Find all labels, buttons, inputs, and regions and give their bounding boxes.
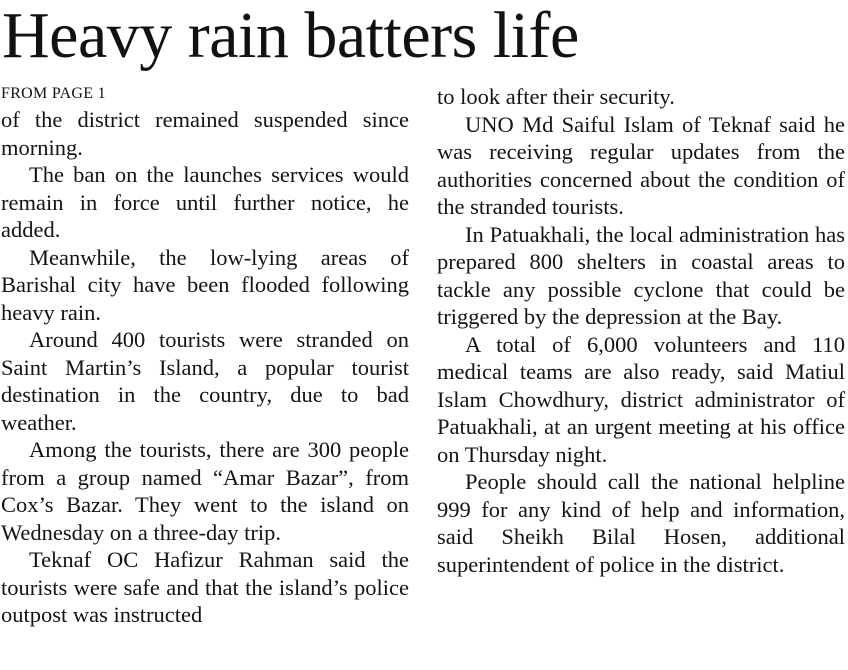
paragraph: Meanwhile, the low-lying areas of Barishal city have been flooded following heavy rain.: [1, 244, 409, 325]
paragraph: Teknaf OC Hafizur Rahman said the tourists were safe and that the island’s police outpost was instructed: [1, 547, 409, 627]
paragraph: In Patuakhali, the local administration has prepared 800 shelters in coastal areas to tackle any possible cyclone that could be triggered by the depression at the Bay.: [437, 221, 845, 329]
headline: Heavy rain batters life: [2, 0, 579, 72]
paragraph: UNO Md Saiful Islam of Teknaf said he was receiving regular updates from the authorities concerned about the condition of the stranded tourists.: [437, 111, 845, 219]
continuation-label: FROM PAGE 1: [1, 85, 106, 102]
paragraph: A total of 6,000 volunteers and 110 medical teams are also ready, said Matiul Islam Chowdhury, district administrator of Patuakhali, at an urgent meeting at his office on Thursday night.: [437, 331, 845, 467]
left-column: [1, 106, 409, 629]
right-column: [437, 83, 845, 578]
paragraph: People should call the national helpline 999 for any kind of help and information, said Sheikh Bilal Hosen, additional superintendent of police in the district.: [437, 469, 845, 577]
paragraph: Around 400 tourists were stranded on Saint Martin’s Island, a popular tourist destination in the country, due to bad weather.: [1, 327, 409, 435]
paragraph: The ban on the launches services would remain in force until further notice, he added.: [1, 162, 409, 242]
paragraph: to look after their security.: [437, 84, 675, 109]
paragraph: Among the tourists, there are 300 people from a group named “Amar Bazar”, from Cox’s Bazar. They went to the island on Wednesday on a three-day trip.: [1, 437, 409, 545]
paragraph: of the district remained suspended since morning.: [1, 107, 409, 160]
